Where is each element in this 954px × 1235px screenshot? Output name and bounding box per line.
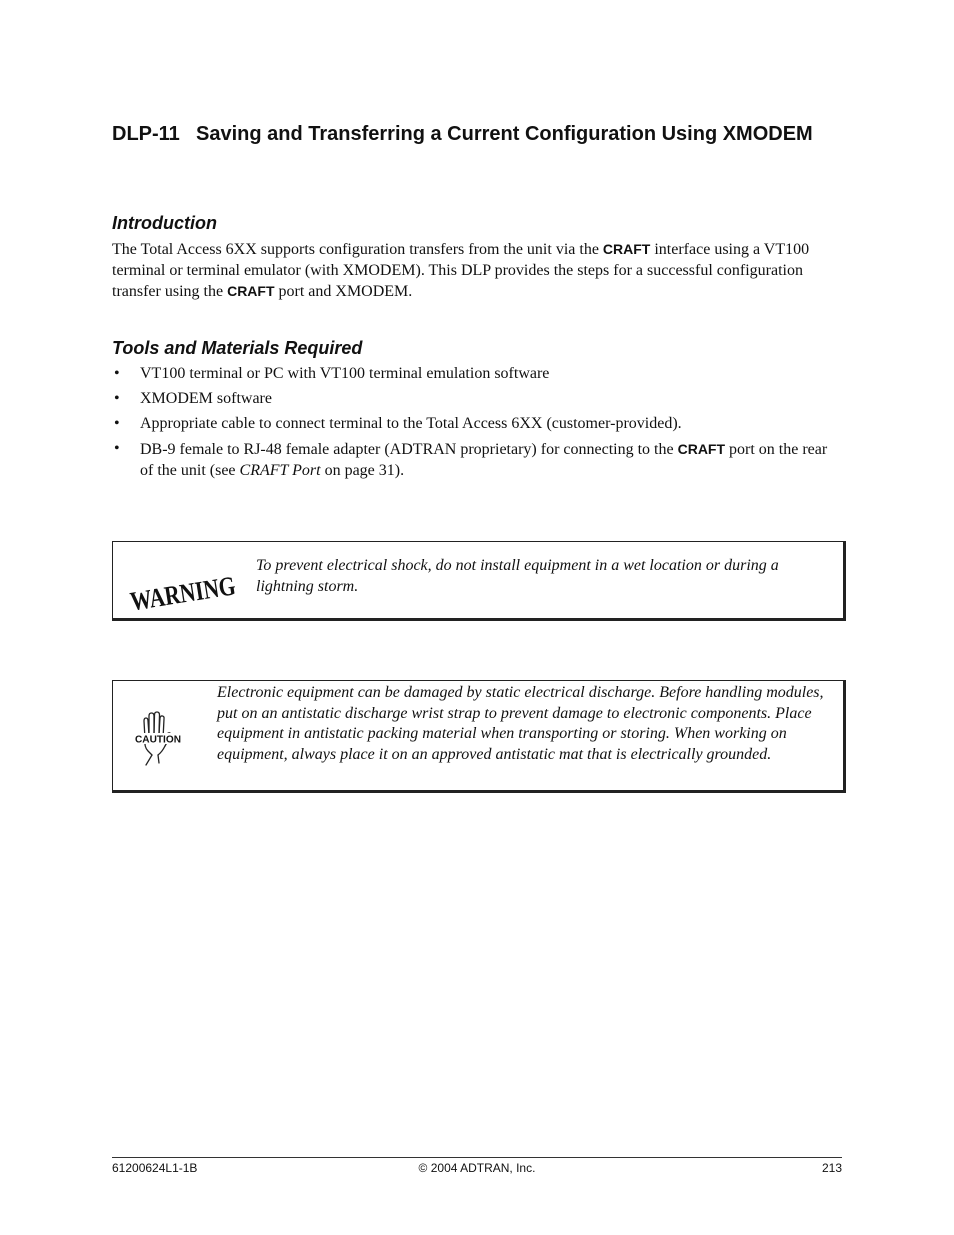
footer-copyright: © 2004 ADTRAN, Inc. <box>418 1161 536 1175</box>
introduction-paragraph <box>112 239 832 303</box>
caution-icon-text: CAUTION <box>135 734 181 746</box>
warning-icon <box>125 558 265 617</box>
list-item <box>112 439 842 481</box>
dlp-title: Saving and Transferring a Current Configuration Using XMODEM <box>196 123 813 145</box>
footer-divider <box>112 1157 842 1158</box>
warning-icon-text: WARNING <box>128 565 265 617</box>
footer-page-number: 213 <box>821 1161 842 1175</box>
intro-text-2: interface using a VT100 terminal or terminal emulator (with XMODEM). This DLP provides the steps for a successful configuration transfer using the <box>112 241 810 300</box>
dlp-number: DLP-11 <box>112 123 180 145</box>
tools-list <box>112 364 842 486</box>
list-item: • Appropriate cable to connect terminal to the Total Access 6XX (customer-provided). <box>112 414 842 435</box>
introduction-heading: Introduction <box>112 213 217 233</box>
caution-hand-icon <box>131 709 187 769</box>
craft-port-reference: CRAFT Port <box>239 461 321 479</box>
warning-text: To prevent electrical shock, do not install equipment in a wet location or during a lightning storm. <box>256 557 779 595</box>
intro-text-3: port and XMODEM. <box>274 283 413 300</box>
craft-keyword: CRAFT <box>227 283 275 299</box>
craft-keyword: CRAFT <box>602 241 651 257</box>
tools-heading: Tools and Materials Required <box>112 338 363 358</box>
item-text-2: port on the rear of the unit (see <box>140 441 828 479</box>
list-item: • XMODEM software <box>112 389 842 410</box>
craft-keyword: CRAFT <box>677 441 726 457</box>
footer-doc-number: 61200624L1-1B <box>112 1161 198 1175</box>
caution-text: Electronic equipment can be damaged by static electrical discharge. Before handling modules, put on an antistatic discharge wrist strap to prevent damage to electronic components. Place equipment in antistatic packing material when transporting or storing. When working on equipment, always place it on an approved antistatic mat that is electrically grounded. <box>217 684 824 763</box>
list-item: • VT100 terminal or PC with VT100 terminal emulation software <box>112 364 842 385</box>
item-text-1: DB-9 female to RJ-48 female adapter (ADTRAN proprietary) for connecting to the <box>140 441 678 458</box>
warning-box <box>112 541 846 621</box>
item-text-3: on page 31). <box>320 461 405 479</box>
intro-text-1: The Total Access 6XX supports configuration transfers from the unit via the <box>112 241 603 258</box>
caution-box <box>112 680 846 793</box>
